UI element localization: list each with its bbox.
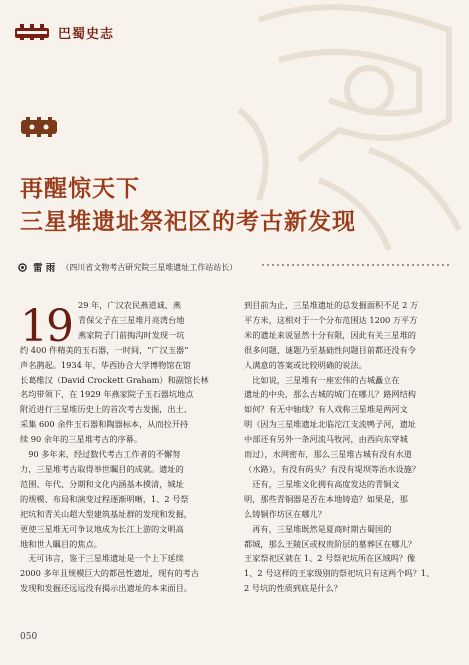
text-line: 更使三星堆无可争议地成为长江上游的文明高 — [20, 523, 184, 534]
circle-bullet-icon — [18, 263, 27, 272]
dotted-divider — [262, 263, 452, 267]
text-line: 无可讳言，鉴于三星堆遗址是一个上下延续 — [20, 553, 184, 564]
page-number: 050 — [20, 632, 38, 642]
text-line: 发现和发掘还远远没有揭示出遗址的本来面目。 — [20, 583, 192, 594]
text-line: 力，三星堆考古取得举世瞩目的成就。遗址的 — [20, 463, 184, 474]
text-line: 的规模、布局和演变过程逐渐明晰，1、2 号祭 — [20, 493, 189, 504]
title-line-2: 三星堆遗址祭祀区的考古新发现 — [20, 208, 356, 235]
brand-text: 巴蜀史志 — [58, 26, 115, 42]
text-line: 再有，三星堆既然是夏商时期古蜀国的 — [244, 523, 392, 534]
text-line: 平方米，这相对于一个分布范围达 1200 万平方 — [244, 314, 418, 325]
text-line: 如何？有无中轴线？有人戏称三星堆是两河文 — [244, 404, 408, 415]
text-line: 么铸铜作坊区在哪儿？ — [244, 508, 326, 519]
text-line: 到目前为止，三星堆遗址的总发掘面积不足 2 万 — [244, 300, 419, 310]
bronze-mask-ornament-icon — [20, 116, 58, 138]
bronze-motif-icon — [14, 22, 50, 42]
text-line: 王家祭祀区就在 1、2 号祭祀坑所在区域吗？像 — [244, 553, 416, 564]
author-affiliation: （四川省文物考古研究院三星堆遗址工作站站长） — [61, 262, 238, 272]
text-line: 青保父子在三星堆月亮湾台地 — [78, 314, 185, 325]
drop-cap: 19 — [20, 301, 72, 352]
text-line: 都城，那么王陵区或权贵阶层的墓葬区在哪儿？ — [244, 538, 416, 549]
text-line: 声名鹊起。1934 年，华西协合大学博物馆在馆 — [20, 359, 191, 370]
text-line: 明，那些青铜器是否在本地铸造？如果是，那 — [244, 493, 408, 504]
magazine-brand — [14, 22, 114, 42]
text-line: 长葛维汉（David Crockett Graham）和副馆长林 — [20, 374, 209, 385]
text-line: 很多问题、谜题乃至基础性问题目前都还没有令 — [244, 344, 416, 355]
author-name: 雷 雨 — [33, 263, 56, 274]
text-line: 中部还有另外一条河流马牧河，由西向东穿城 — [244, 434, 408, 445]
text-line: 地和世人瞩目的焦点。 — [20, 538, 102, 549]
body-column-right — [244, 298, 452, 596]
text-line: 名均带领下，在 1929 年燕家院子玉石器坑地点 — [20, 389, 194, 400]
text-line: 1、2 号这样的王家级别的祭祀坑只有这两个吗？1、 — [244, 568, 435, 579]
text-line: 人满意的答案或比较明确的说法。 — [244, 359, 367, 370]
title-line-1: 再醒惊天下 — [20, 175, 140, 202]
text-line: 续 90 余年的三星堆考古的序幕。 — [20, 434, 143, 445]
text-line: 90 多年来，经过数代考古工作者的不懈努 — [20, 449, 181, 460]
text-line: 2000 多年且规模巨大的都邑性遗址，现有的考古 — [20, 568, 200, 579]
author-byline — [18, 260, 237, 274]
text-line: 2 号坑的性质到底是什么？ — [244, 583, 342, 594]
text-line: 范围、年代、分期和文化内涵基本摸清，城址 — [20, 478, 184, 489]
article-title — [20, 172, 356, 238]
text-line: （水路），有没有码头？有没有堤坝等治水设施？ — [244, 463, 421, 474]
text-line: 遗址的中央，那么古城的城门在哪儿？路网结构 — [244, 389, 416, 400]
body-column-left — [20, 298, 228, 596]
text-line: 而过），水网密布，那么三星堆古城有没有水道 — [244, 449, 412, 460]
text-line: 米的遗址来说显然十分有限，因此有关三星堆的 — [244, 329, 416, 340]
text-line: 燕家院子门前掏沟时发现一坑 — [78, 329, 185, 340]
text-line: 约 400 件精美的玉石器，一时间，“广汉玉器” — [20, 344, 189, 355]
text-line: 采集 600 余件玉石器和陶器标本，从而拉开持 — [20, 419, 189, 430]
text-line: 附近进行三星堆历史上的首次考古发掘，出土、 — [20, 404, 192, 415]
text-line: 祀坑和青关山超大型建筑基址群的发现和发掘， — [20, 508, 192, 519]
text-line: 明（因为三星堆遗址北临沱江支流鸭子河，遗址 — [244, 419, 416, 430]
text-line: 比如说，三星堆有一座宏伟的古城矗立在 — [244, 374, 400, 385]
text-line: 还有，三星堆文化拥有高度发达的青铜文 — [244, 478, 400, 489]
text-line: 29 年，广汉农民燕道诚、燕 — [78, 300, 182, 310]
